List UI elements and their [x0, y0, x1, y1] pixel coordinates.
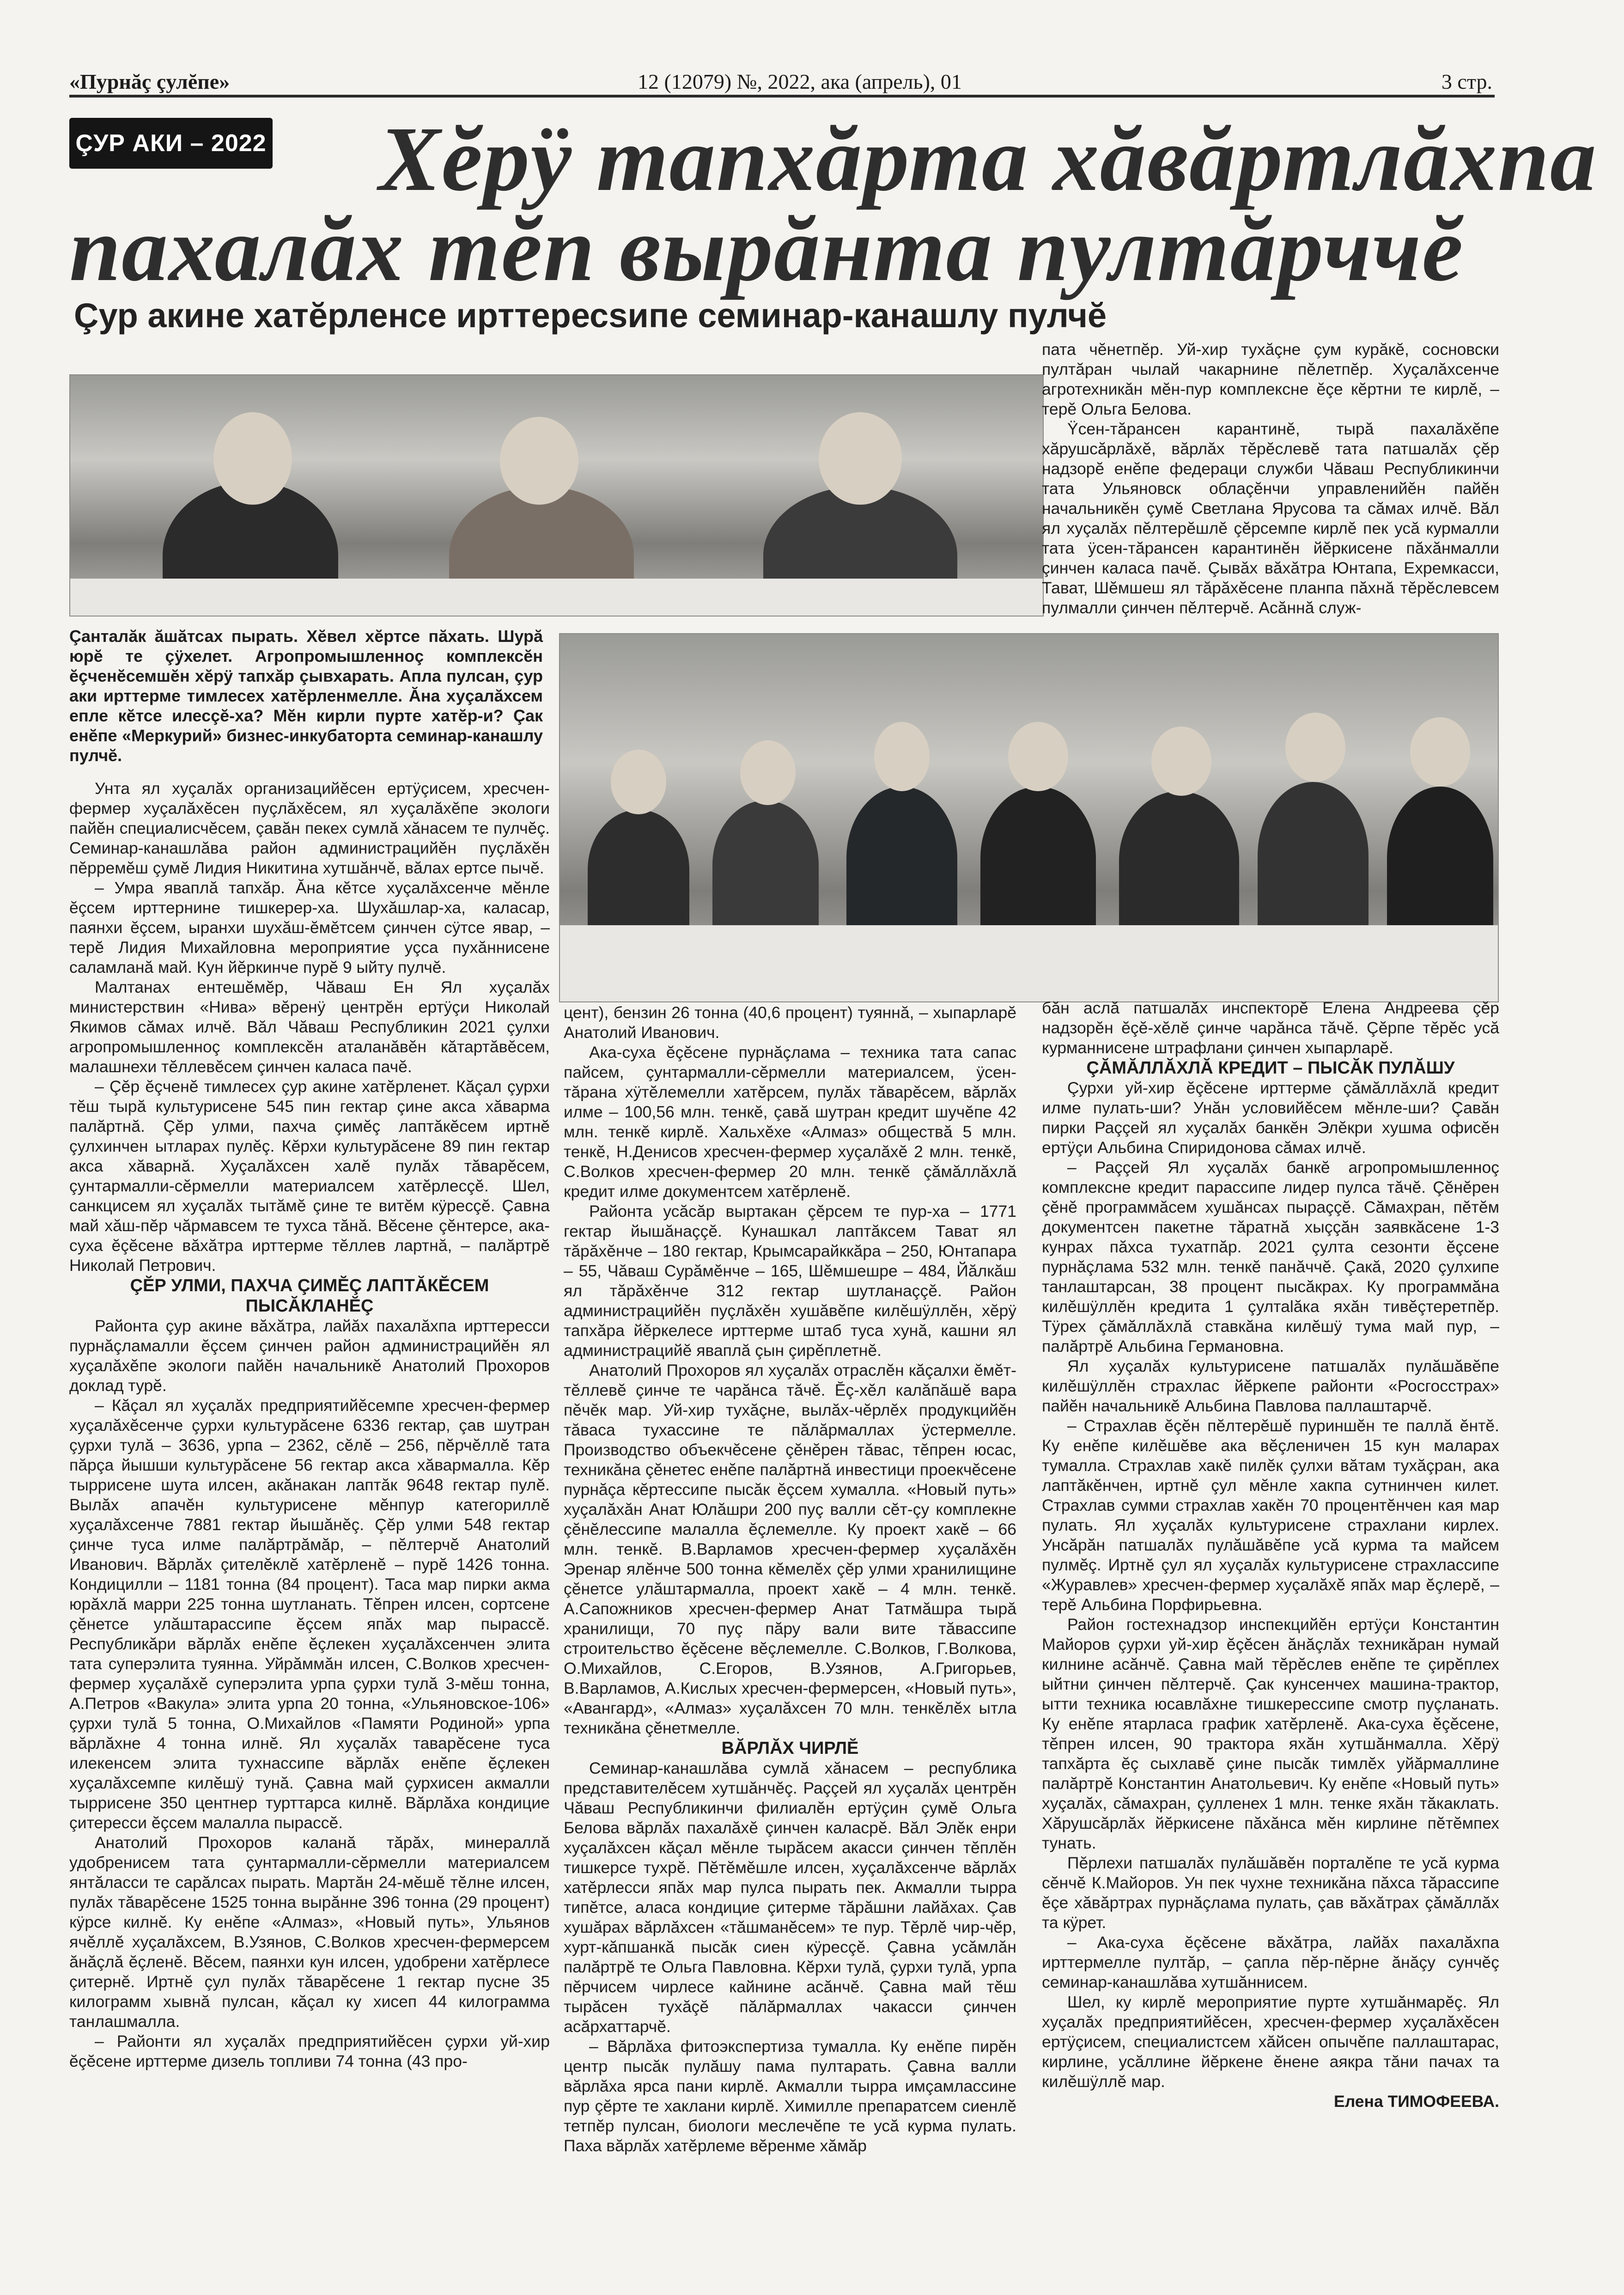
- page-header: [69, 69, 1492, 97]
- paragraph: – Раççей Ял хуçалăх банкĕ агропромышленноç комплексне кредит парассипе лидер пулса тăчĕ. Çĕнĕрен çĕнĕ программăсем хушăнсах пыраççĕ. Сăмахран, пĕтĕм документсен пакетне тăратнă хыççăн заявкăсене 1-3 кунрах пăхса тухатпăр. 2021 çулта сезонти ĕçсене пурнăçлама 532 млн. тенкĕ панăччĕ. Çакă, 2020 çулхипе танлаштарсан, 38 процент пысăкрах. Ку программăна килĕшÿллĕн кредита 1 çултаlăка яхăн тивĕçтеретпĕр. Тÿрех çăмăллăхлă ставкăна килĕшÿ тума май пур, – палăртрĕ Альбина Германовна.: [1042, 1158, 1499, 1355]
- rubric-badge: ÇУР АКИ – 2022: [69, 118, 273, 169]
- paragraph: Ака-суха ĕçĕсене пурнăçлама – техника тата сапас пайсем, çунтармалли-сĕрмелли материалсем, ÿсен-тăрана хÿтĕлемелли хатĕрсем, пулăх тăварĕсем, вăрлăх илме – 100,56 млн. тенкĕ, çавă шутран кредит шучĕпе 42 млн. тенкĕ кирлĕ. Хальхĕхе «Алмаз» обществă 5 млн. тенкĕ, Н.Денисов хресчен-фермер хуçалăхĕ 2 млн. тенкĕ, С.Волков хресчен-фермер 20 млн. тенкĕ çăмăллăхлă кредит илме документсем хатĕрленĕ.: [564, 1043, 1016, 1201]
- paragraph: Районта усăсăр выртакан çĕрсем те пур-ха – 1771 гектар йышăнаççĕ. Кунашкал лаптăксем Тават ял тăрăхĕнче – 180 гектар, Крымсарайккăра – 250, Юнтапара – 55, Чăваш Сурăмĕнче – 165, Шĕмшешре – 484, Йăлкăш ял тăрăхĕнче 312 гектар шутланаççĕ. Район администрацийĕн пуçлăхĕн хушăвĕпе килĕшÿллĕн, хĕрÿ тапхăра йĕркелесе ирттерме штаб туса хунă, кашни ял администрацийĕ яваплă çын çирĕплетнĕ.: [564, 1202, 1016, 1360]
- author-signature: Елена ТИМОФЕЕВА.: [1334, 2092, 1499, 2111]
- paragraph: – Кăçал ял хуçалăх предприятийĕсемпе хресчен-фермер хуçалăхĕсенче çурхи культурăсене 6336 гектар, çав шутран çурхи тулă – 3636, урпа – 2362, сĕлĕ – 256, пĕрчĕллĕ тата пăрça йышши культурăсене 56 гектар акса хăвармалла. Кĕр тыррисене шута илсен, акăнакан лаптăк 9648 гектар пулĕ. Вылăх апачĕн культурисене мĕнпур категориллĕ хуçалăхсенче 7881 гектар йышăнĕç. Çĕр улми 548 гектар çинче туса илме палăртрăмăр, – пĕлтерчĕ Анатолий Иванович. Вăрлăх çителĕклĕ хатĕрленĕ – пурĕ 1426 тонна. Кондицилли – 1181 тонна (84 процент). Таса мар пирки акма юрăхлă марри 225 тонна шутланать. Тĕпрен илсен, сортсене çĕнетсе улăштарассипе ĕçсем япăх мар пырассĕ. Республикăри вăрлăх енĕпе ĕçлекен хуçалăхсенчен элита тата суперэлита туянна. Уйрăммăн илсен, С.Волков хресчен-фермер хуçалăхĕ суперэлита урпа çурхи тулă 3-мĕш тонна, А.Петров «Вакула» элита урпа 20 тонна, «Ульяновское-106» çурхи тулă 5 тонна, О.Михайлов «Памяти Родиной» урпа вăрлăхне 4 тонна илнĕ. Ял хуçалăх таварĕсене туса илекенсем элита тухнассипе вăрлăх енĕпе ĕçлекен хуçалăхсемпе килĕшÿ тунă. Çавна май çурхисен акмалли тыррисене 350 центнер турттарса килнĕ. Вăрлăха кондицие çитересси ĕçсем малалла пырассĕ.: [69, 1396, 550, 1832]
- headline-line-1: Хĕрÿ тапхăрта хăвăртлăхпа: [379, 108, 1597, 210]
- paragraph: Семинар-канашлăва сумлă хăнасем – республика представителĕсем хутшăнчĕç. Раççей ял хуçалăх центрĕн Чăваш Республикинчи филиалĕн ертÿçин çумĕ Ольга Белова вăрлăх пахалăхĕ çинчен каласрĕ. Вăл Элĕк енри хуçалăхсен кăçал мĕнле тырăсем акасси çинчен тĕплĕн тишкерсе тухрĕ. Пĕтĕмĕшле илсен, хуçалăхсенче вăрлăх хатĕрлесси япăх мар пулса пырать пек. Акмалли тырра типĕтсе, аласа кондицие çитерме тăрăшни лайăхах. Çав хушăрах вăрлăхсен «тăшманĕсем» те пур. Тĕрлĕ чир-чĕр, хурт-кăпшанкă пысăк сиен кÿресçĕ. Çавна усăмлăн палăртрĕ те Ольга Павловна. Кĕрхи тулă, çурхи тулă, урпа пĕрчисем чирлесе кайнине асăнчĕ. Çавна май тĕш тырăсен тухăçĕ пăлăрмаллах чакасси çинчен асăрхаттарчĕ.: [564, 1759, 1016, 2036]
- section-heading-3: ÇĂМĂЛЛĂХЛĂ КРЕДИТ – ПЫСĂК ПУЛĂШУ: [1086, 1058, 1455, 1078]
- column-1: [69, 779, 550, 2071]
- photo-officials: [69, 374, 1044, 616]
- paragraph: Çурхи уй-хир ĕçĕсене ирттерме çăмăллăхлă кредит илме пулать-ши? Унăн условийĕсем мĕнле-ши? Çавăн пирки Раççей ял хуçалăх банкĕн Элĕкри хушма офисĕн ертÿçи Альбина Спиридонова сăмах илчĕ.: [1042, 1079, 1499, 1157]
- paragraph: Районта çур акине вăхăтра, лайăх пахалăхпа ирттересси пурнăçламалли ĕçсем çинчен район администрацийĕн ял хуçалăхĕпе экологи пайĕн начальникĕ Анатолий Прохоров доклад турĕ.: [69, 1317, 550, 1395]
- paragraph: Анатолий Прохоров ял хуçалăх отраслĕн кăçалхи ĕмĕт-тĕллевĕ çинче те чарăнса тăчĕ. Ĕç-хĕл калăпăшĕ вара пĕчĕк мар. Уй-хир тухăçне, вылăх-чĕрлĕх продукцийĕн тăваса тухассине те пăлăрмаллах ÿстермелле. Производство объекчĕсене çĕнĕрен тăвас, тĕпрен юсас, техникăна çĕнетес енĕпе палăртнă инвестици проекчĕсене пурнăçа кĕртессипе пысăк ĕçсем хумалла. «Новый путь» хуçалăхăн Анат Юлăшри 200 пуç валли сĕт-çу комплекне çĕнĕлессипе малалла ĕçлемелле. Ку проект хакĕ – 66 млн. тенкĕ. В.Варламов хресчен-фермер хуçалăхĕн Эренар ялĕнче 500 тонна кĕмелĕх çĕр улми хранилищине çĕнетсе улăштармалла, проект хакĕ – 4 млн. тенкĕ. А.Сапожников хресчен-фермер Анат Татмăшра тырă хранилищи, 70 пуç пăру вали вите тăвассипе строительство ĕçĕсене вĕçлемелле. С.Волков, Г.Волкова, О.Михайлов, С.Егоров, В.Узянов, А.Григорьев, В.Варламов, А.Кислых хресчен-фермерсен, «Новый путь», «Авангард», «Алмаз» хуçалăхсен 70 млн. тенкĕлĕх ытла техникăна çĕнетмелле.: [564, 1361, 1016, 1737]
- paragraph: Шел, ку кирлĕ мероприятие пурте хутшăнмарĕç. Ял хуçалăх предприятийĕсен, хресчен-фермер хуçалăхĕсен ертÿçисем, специалистсем хăйсен опычĕпе паллаштарас, кирлине, усăллине йĕркене ĕнене аякра тăни пачах та килĕшÿллĕ мар.: [1042, 1993, 1499, 2091]
- paragraph: – Çĕр ĕçченĕ тимлесех çур акине хатĕрленет. Кăçал çурхи тĕш тырă культурисене 545 пин гектар çине акса хăварма палăртнă. Çĕр улми, пахча çимĕç лаптăкĕсем иртнĕ çулхинчен ытларах пулĕç. Кĕрхи культурăсене 89 пин гектар акса хăварнă. Хуçалăхсен халĕ пулăх тăварĕсем, çунтармалли-сĕрмелли материалсем хатĕрлесçĕ. Шел, санкцисем ял хуçалăх тытăмĕ çине те витĕм кÿресçĕ. Çавна май хăш-пĕр чăрмавсем те тухса тăнă. Вĕсене çĕнтерсе, ака-суха ĕçĕсене вăхăтра ирттерме тĕллев лартнă, – палăртрĕ Николай Петрович.: [69, 1077, 550, 1275]
- paragraph: Малтанах ентешĕмĕр, Чăваш Ен Ял хуçалăх министерствин «Нива» вĕренÿ центрĕн ертÿçи Николай Якимов сăмах илчĕ. Вăл Чăваш Республикин 2021 çулхи агропромышленноç комплексĕн аталанăвĕн кăтартăвĕсем, малашнехи тĕллевĕсем çинчен каласа пачĕ.: [69, 978, 550, 1076]
- paragraph: Ял хуçалăх культурисене патшалăх пулăшăвĕпе килĕшÿллĕн страхлас йĕркепе районти «Росгосстрах» пайĕн начальникĕ Альбина Павлова паллаштарчĕ.: [1042, 1357, 1499, 1415]
- page-number: 3 стр.: [1441, 70, 1492, 93]
- paragraph: – Умра яваплă тапхăр. Ăна кĕтсе хуçалăхсенче мĕнле ĕçсем ирттернине тишкерер-ха. Шухăшлар-ха, каласар, паянхи ĕçсем, ыранхи шухăш-ĕмĕтсем çинчен сÿтсе явар, – терĕ Лидия Михайловна мероприятие уçса пухăннисене саламланă май. Кун йĕркинче пурĕ 9 ыйту пулчĕ.: [69, 879, 550, 977]
- section-heading-2: ВĂРЛĂХ ЧИРЛĔ: [721, 1739, 859, 1758]
- newspaper-name: «Пурнăç çулĕпе»: [69, 70, 230, 93]
- column-2: [564, 1003, 1016, 2156]
- paragraph: бăн аслă патшалăх инспекторĕ Елена Андреева çĕр надзорĕн ĕçĕ-хĕлĕ çинче чарăнса тăчĕ. Çĕрпе тĕрĕс усă курманнисене штрафлани çинчен хыпарларĕ.: [1042, 999, 1499, 1057]
- paragraph: – Ака-суха ĕçĕсене вăхăтра, лайăх пахалăхпа ирттермелле пултăр, – çапла пĕр-пĕрне ăнăçу сунчĕç семинар-канашлăва хутшăннисем.: [1042, 1933, 1499, 1991]
- paragraph: – Районти ял хуçалăх предприятийĕсен çурхи уй-хир ĕçĕсене ирттерме дизель топливи 74 тонна (43 про-: [69, 2032, 550, 2070]
- paragraph: Ÿсен-тăрансен карантинĕ, тырă пахалăхĕпе хăрушсăрлăхĕ, вăрлăх тĕрĕслевĕ тата патшалăх çĕр надзорĕ енĕпе федераци служби Чăваш Республикинчи тата Ульяновск облаçĕнчи управленийĕн пайĕн начальникĕн çумĕ Светлана Ярусова та сăмах илчĕ. Вăл ял хуçалăх пĕлтерĕшлĕ çĕрсемпе кирлĕ пек усă курмалли тата ÿсен-тăрансен карантинĕн йĕркисене пăхăнмалли çинчен каласа пачĕ. Çывăх вăхăтра Юнтапа, Ехремкасси, Тават, Шĕмшеш ял тăрăхĕсене планпа пăхнă тĕрĕслевсем пулмалли çинчен пĕлтерчĕ. Асăннă служ-: [1042, 420, 1499, 617]
- issue-info: 12 (12079) №, 2022, ака (апрель), 01: [638, 70, 962, 93]
- paragraph: – Страхлав ĕçĕн пĕлтерĕшĕ пуриншĕн те паллă ĕнтĕ. Ку енĕпе килĕшĕве ака вĕçленичен 15 кун маларах тумалла. Страхлав хакĕ пилĕк çулхи вăтам тухăçран, ака лаптăкĕнчен, иртнĕ çул мĕнле хакпа сутнинчен килет. Страхлав сумми страхлав хакĕн 70 процентĕнчен кая мар пулать. Ял хуçалăх культурисене страхлани кирлех. Унсăрăн патшалăх пулăшăвĕпе усă курма та майсем пулмĕç. Иртнĕ çул ял хуçалăх культурисене страхлассипе «Журавлев» хресчен-фермер хуçалăхĕ япăх мар ĕçлерĕ, – терĕ Альбина Порфирьевна.: [1042, 1416, 1499, 1614]
- lead-paragraph: Çанталăк ăшăтсах пырать. Хĕвел хĕртсе пăхать. Шурă юрĕ те çÿхелет. Агропромышленноç комплексĕн ĕçченĕсемшĕн хĕрÿ тапхăр çывхарать. Апла пулсан, çур аки ирттерме тимлесех хатĕрленмелле. Ăна хуçалăхсем епле кĕтсе илесçĕ-ха? Мĕн кирли пурте хатĕр-и? Çак енĕпе «Меркурий» бизнес-инкубаторта семинар-канашлу пулчĕ.: [69, 627, 543, 765]
- paragraph: Район гостехнадзор инспекцийĕн ертÿçи Константин Майоров çурхи уй-хир ĕçĕсен ăнăçлăх техникăран нумай килнине асăнчĕ. Çавна май тĕрĕслев енĕпе те çирĕплех ыйтни çинчен пĕлтерчĕ. Çак кунсенчех машина-трактор, ытти техника юсавлăхне тишкерессипе смотр пуçланать. Ку енĕпе ятарласа график хатĕрленĕ. Ака-суха ĕçĕсене, тĕпрен илсен, 90 трактора яхăн хутшăнмалла. Хĕрÿ тапхăрта ĕç сыхлавĕ çине пысăк тимлĕх уйăрмаллине палăртрĕ Константин Анатольевич. Ку енĕпе «Новый путь» хуçалăх, сăмахран, çулленех 1 млн. тенке яхăн тăкаклать. Хăрушсăрлăх йĕркисене пăхăнса мĕн кирлине пĕтĕмпех тунать.: [1042, 1615, 1499, 1852]
- photo-attendees: [559, 633, 1499, 1002]
- paragraph: – Вăрлăха фитоэкспертиза тумалла. Ку енĕпе пирĕн центр пысăк пулăшу пама пултарать. Çавна валли вăрлăха ярса пани кирлĕ. Акмалли тырра имçамлассине пур çĕрте те хаклани кирлĕ. Химилле препаратсем сиенлĕ тетпĕр пулсан, биологи меслечĕпе те усă курма пулать. Паха вăрлăх хатĕрлеме вĕренме хăмăр: [564, 2037, 1016, 2155]
- section-heading-1: ÇĔР УЛМИ, ПАХЧА ÇИМĔÇ ЛАПТĂКĔСЕМ ПЫСĂКЛАНĔÇ: [130, 1276, 489, 1316]
- paragraph: Анатолий Прохоров каланă тăрăх, минераллă удобренисем тата çунтармалли-сĕрмелли материалсем янтăласси те сарăлсах пырать. Мартăн 24-мĕшĕ тĕлне илсен, пулăх тăварĕсене 1525 тонна вырăнне 396 тонна (29 процент) кÿрсе килнĕ. Ку енĕпе «Алмаз», «Новый путь», Ульянов ячĕллĕ хуçалăхсем, В.Узянов, С.Волков хресчен-фермерсем ăнăçлă ĕçленĕ. Вĕсем, паянхи кун илсен, удобрени хатĕрлесе çитернĕ. Иртнĕ çул пулăх тăварĕсене 1 гектар пусне 35 килограмм хывнă пулсан, кăçал ку хисеп 44 килограмма танлашмалла.: [69, 1833, 550, 2031]
- paragraph: пата чĕнетпĕр. Уй-хир тухăçне çум курăкĕ, сосновски пултăран чылай чакарнине пĕлетпĕр. Хуçалăхсенче агротехникăн мĕн-пур комплексне ĕçе кĕртни те кирлĕ, – терĕ Ольга Белова.: [1042, 340, 1499, 418]
- header-rule: [69, 95, 1495, 98]
- column-3: [1042, 998, 1499, 2112]
- headline-line-2: пахалăх тĕп вырăнта пултăрччĕ: [69, 198, 1464, 300]
- paragraph: цент), бензин 26 тонна (40,6 процент) туяннă, – хыпарларĕ Анатолий Иванович.: [564, 1003, 1016, 1042]
- subheadline: Çур акине хатĕрленсе ирттересsипе семинар-канашлу пулчĕ: [74, 296, 1107, 335]
- column-3-top: [1042, 340, 1499, 618]
- paragraph: Пĕрлехи патшалăх пулăшăвĕн порталĕпе те усă курма сĕнчĕ К.Майоров. Ун пек чухне техникăна пăхса тăрассипе ĕçе хăвăртрах пурнăçлама пулать, çав вăхăтрах çăмăллăх та кÿрет.: [1042, 1854, 1499, 1932]
- paragraph: Унта ял хуçалăх организацийĕсен ертÿçисем, хресчен-фермер хуçалăхĕсен пуçлăхĕсем, ял хуçалăхĕпе экологи пайĕн специалисчĕсем, çавăн пекех сумлă хăнасем те пулчĕç. Семинар-канашлăва район администрацийĕн пуçлăхĕн пĕрремĕш çумĕ Лидия Никитина хутшăнчĕ, вăлах ертсе пычĕ.: [69, 779, 550, 877]
